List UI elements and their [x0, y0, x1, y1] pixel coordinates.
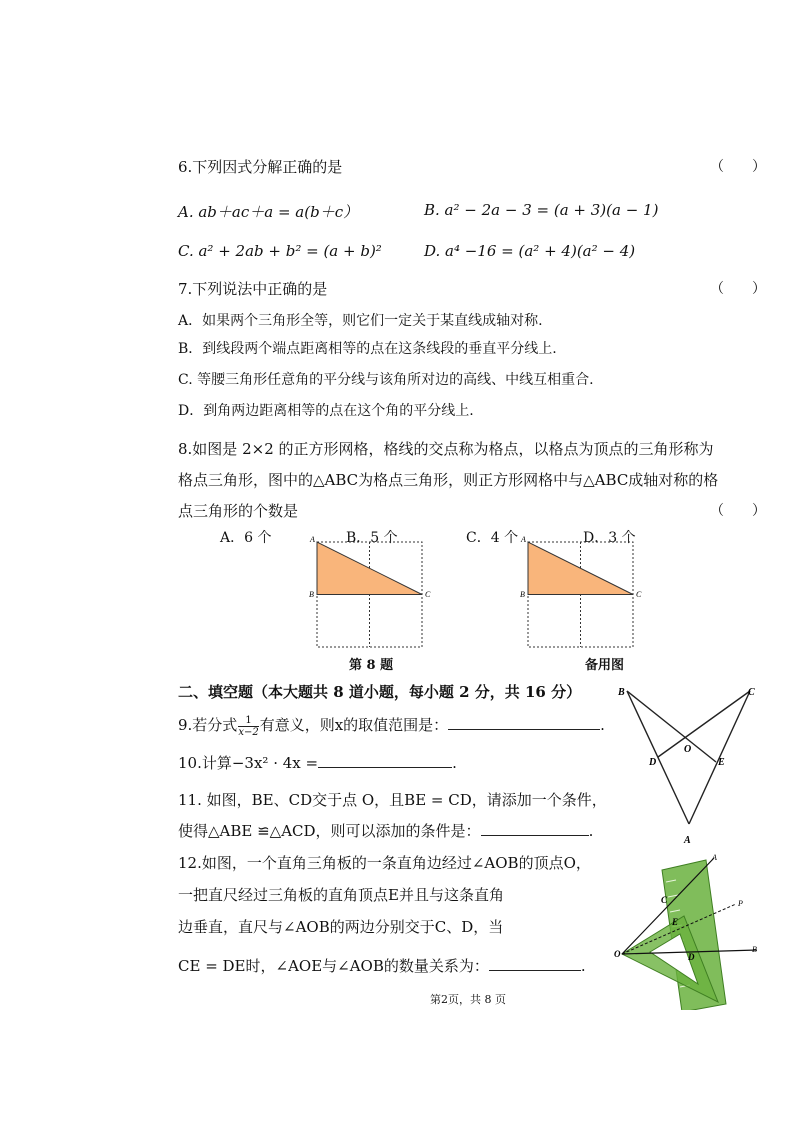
- q8-option-c: C．4 个: [466, 530, 519, 546]
- label-p: P: [738, 899, 743, 908]
- q8-line3: 点三角形的个数是: [178, 502, 299, 520]
- q7-paren: （ ）: [710, 281, 766, 297]
- label-b: B: [520, 590, 525, 599]
- q12-answer-blank[interactable]: [489, 956, 581, 971]
- label-a: A: [521, 535, 526, 544]
- label-o: O: [614, 949, 621, 959]
- q6-option-d: D. a⁴ −16 = (a² + 4)(a² − 4): [424, 242, 636, 260]
- q6-option-b: B. a² − 2a − 3 = (a + 3)(a − 1): [424, 201, 659, 219]
- section2-title: 二、填空题（本大题共 8 道小题，每小题 2 分，共 16 分）: [178, 683, 582, 701]
- q9-frac-den: x−2: [238, 726, 259, 738]
- label-c: C: [636, 590, 642, 599]
- label-b: B: [618, 687, 625, 698]
- q12-line4: CE = DE时，∠AOE与∠AOB的数量关系为：: [178, 957, 489, 975]
- segment-ab: [627, 691, 692, 824]
- q12-line4-wrap: [178, 955, 586, 976]
- page-number: 第2页，共 8 页: [430, 993, 506, 1006]
- q7-stem: 7.下列说法中正确的是: [178, 280, 328, 298]
- triangle-abc: [317, 542, 422, 595]
- q8-line1: 8.如图是 2×2 的正方形网格，格线的交点称为格点，以格点为顶点的三角形称为: [178, 440, 714, 458]
- q8-grid-figure: [306, 534, 436, 652]
- q11-answer-blank[interactable]: [481, 821, 589, 836]
- q11-line2-wrap: [178, 820, 593, 841]
- q9-answer-blank[interactable]: [448, 715, 600, 730]
- label-e: E: [672, 917, 679, 927]
- q8-line2: 格点三角形，图中的△ABC为格点三角形，则正方形网格中与△ABC成轴对称的格: [178, 471, 719, 489]
- q12-line3: 边垂直，直尺与∠AOB的两边分别交于C、D，当: [178, 918, 504, 936]
- q7-option-b: B．到线段两个端点距离相等的点在这条线段的垂直平分线上.: [178, 341, 557, 357]
- q9-frac-num: 1: [238, 715, 258, 727]
- q11-end: .: [588, 822, 594, 840]
- label-a: A: [684, 835, 691, 846]
- q6-option-c: C. a² + 2ab + b² = (a + b)²: [178, 242, 382, 260]
- label-a: A: [712, 853, 717, 862]
- q8-fig1-caption: 第 8 题: [349, 658, 394, 673]
- q9-line: [178, 714, 605, 738]
- q9-fraction: [238, 715, 258, 738]
- q8-fig2-caption: 备用图: [585, 658, 625, 673]
- q7-option-d: D．到角两边距离相等的点在这个角的平分线上.: [178, 403, 474, 419]
- q12-line1: 12.如图，一个直角三角板的一条直角边经过∠AOB的顶点O，: [178, 854, 591, 872]
- q6-option-a: A. ab＋ac＋a = a(b＋c）: [178, 203, 359, 221]
- q7-option-c: C. 等腰三角形任意角的平分线与该角所对边的高线、中线互相重合.: [178, 372, 594, 388]
- q12-end: .: [580, 957, 586, 975]
- q10-text: 10.计算−3x² · 4x =: [178, 754, 319, 772]
- q9-pre: 9.若分式: [178, 716, 238, 734]
- q10-line: [178, 752, 457, 773]
- label-c: C: [425, 590, 431, 599]
- label-e: E: [718, 757, 725, 768]
- q12-figure: [614, 852, 770, 1010]
- q9-end: .: [600, 716, 605, 734]
- q11-line2: 使得△ABE ≌△ACD，则可以添加的条件是：: [178, 822, 481, 840]
- q9-post: 有意义，则x的取值范围是：: [259, 716, 449, 734]
- q8-option-a: A．6 个: [220, 530, 272, 546]
- label-b: B: [309, 590, 314, 599]
- q8-spare-grid-figure: [517, 534, 647, 652]
- q8-option-b: B．5 个: [346, 530, 398, 546]
- segment-be: [627, 691, 716, 762]
- q11-figure: [614, 682, 764, 850]
- triangle-abc: [528, 542, 633, 595]
- label-b: B: [752, 945, 757, 954]
- label-d: D: [688, 952, 695, 962]
- q6-paren: （ ）: [710, 159, 766, 175]
- q8-option-d: D．3 个: [583, 530, 636, 546]
- q7-option-a: A．如果两个三角形全等，则它们一定关于某直线成轴对称.: [178, 313, 543, 329]
- label-c: C: [748, 687, 755, 698]
- q12-line2: 一把直尺经过三角板的直角顶点E并且与这条直角: [178, 886, 504, 904]
- label-c: C: [661, 895, 668, 905]
- label-d: D: [649, 757, 657, 768]
- q6-stem: 6.下列因式分解正确的是: [178, 158, 343, 176]
- segment-cd: [658, 691, 750, 757]
- label-o: O: [684, 744, 692, 755]
- label-a: A: [310, 535, 315, 544]
- q10-end: .: [452, 754, 457, 772]
- q10-answer-blank[interactable]: [318, 753, 452, 768]
- q11-line1: 11. 如图，BE、CD交于点 O，且BE = CD，请添加一个条件，: [178, 791, 607, 809]
- q8-paren: （ ）: [710, 503, 766, 519]
